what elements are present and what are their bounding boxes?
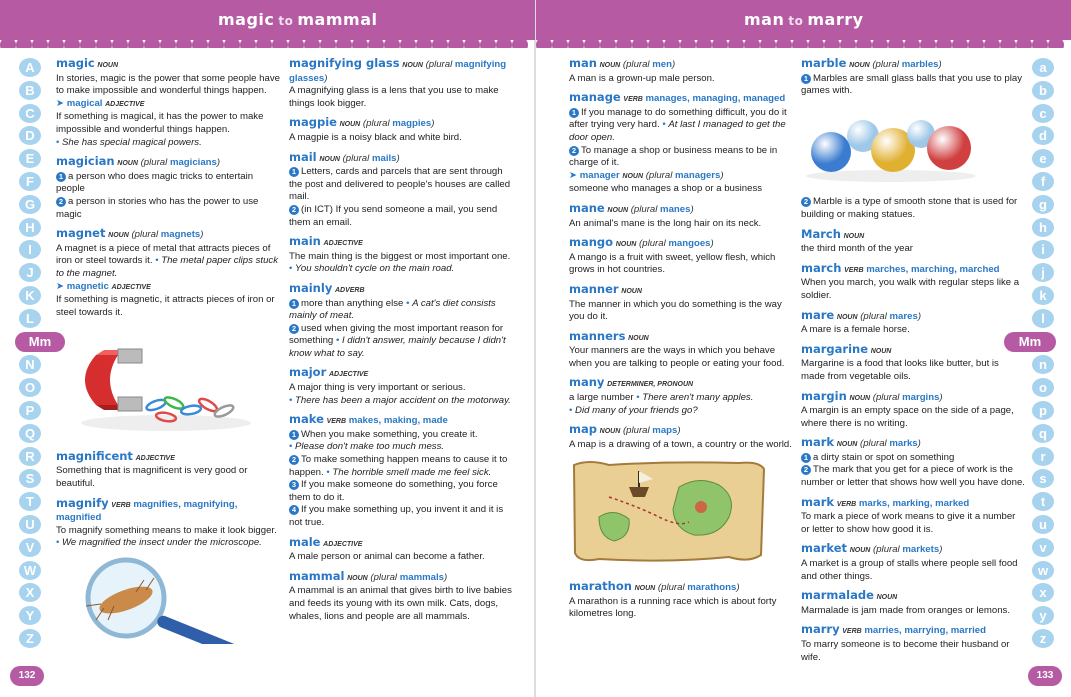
letter-tab-d[interactable]: D [19,126,41,145]
entry-marmalade: marmalade NOUN Marmalade is jam made from oranges or lemons. [801,588,1011,616]
letter-tab-t[interactable]: t [1032,492,1054,511]
entry-market: market NOUN (plural markets) A market is a group of stalls where people sell food and other things. [801,541,1018,582]
entry-march-month: March NOUN the third month of the year [801,226,913,255]
letter-tab-r[interactable]: r [1032,447,1054,466]
column [56,57,280,657]
entry-magic: magic NOUN In stories, magic is the power that some people have to make impossible and wonderful things happen. ➤ magical ADJECTIVE If something is magical, it has the power to make impossible and wonderful things happen. • She has special magical powers. [56,56,280,148]
letter-tab-q[interactable]: q [1032,424,1054,443]
letter-tab-q[interactable]: Q [19,424,41,443]
magnet-illustration [56,325,280,442]
letter-tab-g[interactable]: G [19,195,41,214]
entry-magnifying-glass: magnifying glass NOUN (plural magnifying glasses) A magnifying glass is a lens that you use to make things look bigger. [289,56,507,109]
letter-tab-y[interactable]: y [1032,606,1054,625]
letter-tab-s[interactable]: s [1032,469,1054,488]
entry-male: male ADJECTIVE A male person or animal can become a father. [289,534,485,563]
letter-tab-n[interactable]: N [19,355,41,374]
letter-tab-j[interactable]: j [1032,263,1054,282]
entry-make: make VERB makes, making, made 1 When you make something, you create it. • Please don't make too much mess. 2 To make something happen means to cause it to happen. • The horrible smell made me feel sick. 3 If you make someone do something, you force them to do it. 4 If you make something up, you invent it and it is not true. [289,412,508,528]
letter-tab-h[interactable]: H [19,218,41,237]
entry-mango: mango NOUN (plural mangoes) A mango is a fruit with sweet, yellow flesh, which grows in hot countries. [569,235,776,276]
letter-tab-r[interactable]: R [19,447,41,466]
letter-tab-y[interactable]: Y [19,606,41,625]
letter-tab-a[interactable]: A [19,58,41,77]
column [801,57,1025,670]
letter-tab-x[interactable]: x [1032,583,1054,602]
letter-tab-l[interactable]: l [1032,309,1054,328]
entry-march-verb: march VERB marches, marching, marched When you march, you walk with regular steps like a soldier. [801,260,1020,301]
entry-magnify: magnify VERB magnifies, magnifying, magnified To magnify something means to make it look bigger. • We magnified the insect under the microscope. [56,495,277,549]
page-number: 133 [1028,666,1062,686]
entry-mare: mare NOUN (plural mares) A mare is a female horse. [801,307,922,336]
letter-tab-b[interactable]: b [1032,81,1054,100]
letter-tab-h[interactable]: h [1032,218,1054,237]
letter-tab-i[interactable]: I [19,240,41,259]
entry-mammal: mammal NOUN (plural mammals) A mammal is an animal that gives birth to live babies and feeds its young with its own milk. Cats, dogs, whales, lions and people are all mammals. [289,568,512,622]
letter-tab-c[interactable]: c [1032,104,1054,123]
letter-tab-z[interactable]: Z [19,629,41,648]
banner-scallops [0,40,535,48]
entry-many: many DETERMINER, PRONOUN a large number • There aren't many apples. • Did many of your friends go? [569,375,754,416]
letter-tab-g[interactable]: g [1032,195,1054,214]
entry-mail: mail NOUN (plural mails) 1 Letters, cards and parcels that are sent through the post and delivered to people's houses are called mail. 2 (in ICT) If you send someone a mail, you send them an email. [289,149,511,228]
header-banner [536,0,1071,40]
letter-tab-u[interactable]: u [1032,515,1054,534]
banner-scallops [536,40,1071,48]
entry-margin: margin NOUN (plural margins) A margin is an empty space on the side of a page, where there is no writing. [801,388,1014,429]
letter-tab-s[interactable]: S [19,469,41,488]
letter-tab-u[interactable]: U [19,515,41,534]
letter-tab-l[interactable]: L [19,309,41,328]
letter-tab-k[interactable]: k [1032,286,1054,305]
right-page [536,0,1071,697]
letter-tab-v[interactable]: V [19,538,41,557]
letter-tab-n[interactable]: n [1032,355,1054,374]
entry-magician: magician NOUN (plural magicians) 1 a person who does magic tricks to entertain people 2 a person in stories who has the power to use magic [56,154,259,220]
alphabet-tabs [19,58,52,652]
page-number: 132 [10,666,44,686]
entry-marry: marry VERB marries, marrying, married To marry someone is to become their husband or wife. [801,622,1010,663]
entry-magnificent: magnificent ADJECTIVE Something that is magnificent is very good or beautiful. [56,448,248,490]
entry-mark-verb: mark VERB marks, marking, marked To mark a piece of work means to give it a number or letter to show how good it is. [801,494,1016,535]
entry-mark-noun: mark NOUN (plural marks) 1 a dirty stain or spot on something 2 The mark that you get for a piece of work is the number or letter that shows how well you have done. [801,435,1025,489]
marbles-illustration [801,104,1025,189]
entry-marble: marble NOUN (plural marbles) 1 Marbles are small glass balls that you use to play games with. 2 Marble is a type of smooth stone that is used for building or making statues. [801,57,1025,222]
alphabet-tabs [1018,58,1054,652]
header-banner [0,0,535,40]
letter-tab-j[interactable]: J [19,263,41,282]
letter-tab-o[interactable]: O [19,378,41,397]
letter-tab-x[interactable]: X [19,583,41,602]
letter-tab-i[interactable]: i [1032,240,1054,259]
guide-words: magic to mammal [218,10,378,29]
letter-tab-w[interactable]: W [19,561,41,580]
letter-tab-e[interactable]: E [19,149,41,168]
entry-main: main ADJECTIVE The main thing is the biggest or most important one. • You shouldn't cycle on the main road. [289,234,511,275]
column [289,57,513,629]
letter-tab-k[interactable]: K [19,286,41,305]
letter-tab-p[interactable]: P [19,401,41,420]
entry-margarine: margarine NOUN Margarine is a food that looks like butter, but is made from vegetable oils. [801,341,999,382]
entry-map: map NOUN (plural maps) A map is a drawing of a town, a country or the world. [569,422,792,450]
entry-major: major ADJECTIVE A major thing is very important or serious. • There has been a major accident on the motorway. [289,365,511,406]
treasure-map-illustration [569,457,793,572]
current-letter-tab[interactable]: Mm [1004,332,1056,352]
letter-tab-d[interactable]: d [1032,126,1054,145]
entry-manage: manage VERB manages, managing, managed 1 If you manage to do something difficult, you do it after trying very hard. • At last I managed to get the door open. 2 To manage a shop or business means to be in charge of it. ➤ manager NOUN (plural managers) someone who manages a shop or a business [569,90,787,195]
letter-tab-p[interactable]: p [1032,401,1054,420]
letter-tab-f[interactable]: F [19,172,41,191]
entry-man: man NOUN (plural men) A man is a grown-up male person. [569,56,715,84]
entry-mane: mane NOUN (plural manes) An animal's mane is the long hair on its neck. [569,200,762,229]
letter-tab-v[interactable]: v [1032,538,1054,557]
entry-magpie: magpie NOUN (plural magpies) A magpie is a noisy black and white bird. [289,115,462,143]
letter-tab-z[interactable]: z [1032,629,1054,648]
guide-words: man to marry [744,10,864,29]
left-page [0,0,535,697]
magnifying-glass-illustration [56,556,280,649]
entry-magnet: magnet NOUN (plural magnets) A magnet is a piece of metal that attracts pieces of iron or steel towards it. • The metal paper clips stuck to the magnet. ➤ magnetic ADJECTIVE If something is magnetic, it attracts pieces of iron or steel towards it. [56,226,278,318]
entry-manner: manner NOUN The manner in which you do something is the way you do it. [569,281,782,323]
entry-mainly: mainly ADVERB 1 more than anything else • A cat's diet consists mainly of meat. 2 used when giving the most important reason for something • I didn't answer, mainly because I didn't know what to say. [289,280,506,359]
entry-marathon: marathon NOUN (plural marathons) A marathon is a running race which is about forty kilometres long. [569,579,777,620]
letter-tab-c[interactable]: C [19,104,41,123]
letter-tab-w[interactable]: w [1032,561,1054,580]
letter-tab-f[interactable]: f [1032,172,1054,191]
letter-tab-a[interactable]: a [1032,58,1054,77]
current-letter-tab[interactable]: Mm [15,332,65,352]
letter-tab-t[interactable]: T [19,492,41,511]
letter-tab-e[interactable]: e [1032,149,1054,168]
letter-tab-b[interactable]: B [19,81,41,100]
letter-tab-o[interactable]: o [1032,378,1054,397]
entry-manners: manners NOUN Your manners are the ways in which you behave when you are talking to people or eating your food. [569,328,785,369]
column [569,57,793,627]
